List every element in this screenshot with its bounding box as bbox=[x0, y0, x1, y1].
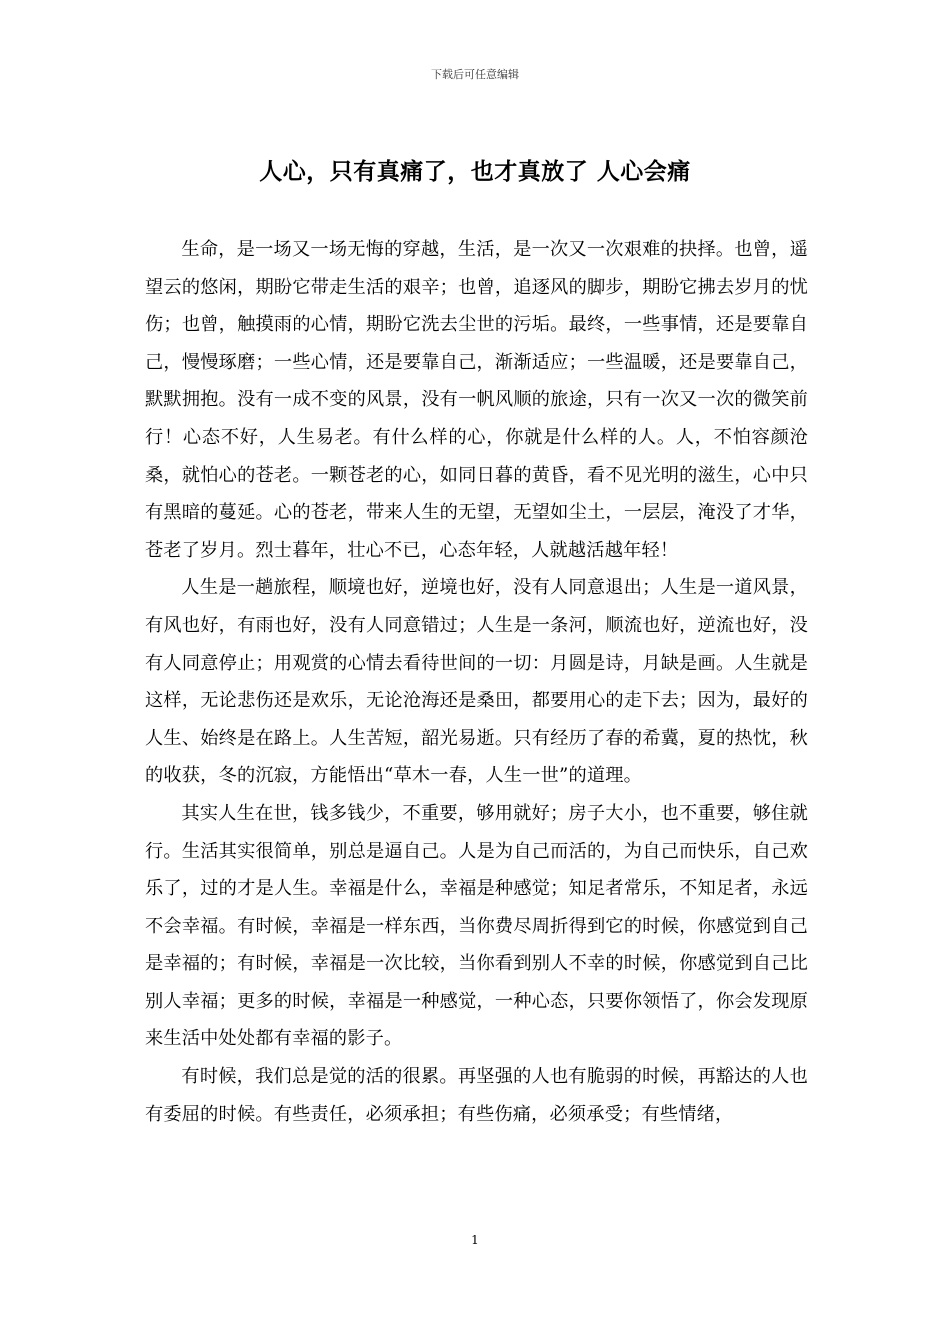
page-header-note: 下载后可任意编辑 bbox=[431, 68, 519, 81]
paragraph: 有时候，我们总是觉的活的很累。再坚强的人也有脆弱的时候，再豁达的人也有委屈的时候。有些责任，必须承担；有些伤痛，必须承受；有些情绪， bbox=[145, 1066, 808, 1125]
paragraph: 生命，是一场又一场无悔的穿越，生活，是一次又一次艰难的抉择。也曾，遥望云的悠闲，期盼它带走生活的艰辛；也曾，追逐风的脚步，期盼它拂去岁月的忧伤；也曾，触摸雨的心情，期盼它洗去尘世的污垢。最终，一些事情，还是要靠自己，慢慢琢磨；一些心情，还是要靠自己，渐渐适应；一些温暖，还是要靠自己，默默拥抱。没有一成不变的风景，没有一帆风顺的旅途，只有一次又一次的微笑前行！心态不好，人生易老。有什么样的心，你就是什么样的人。人，不怕容颜沧桑，就怕心的苍老。一颗苍老的心，如同日暮的黄昏，看不见光明的滋生，心中只有黑暗的蔓延。心的苍老，带来人生的无望，无望如尘土，一层层，淹没了才华，苍老了岁月。烈士暮年，壮心不已，心态年轻，人就越活越年轻！ bbox=[145, 239, 808, 561]
page-number: 1 bbox=[471, 1233, 479, 1247]
document-body bbox=[145, 231, 808, 1133]
paragraph: 人生是一趟旅程，顺境也好，逆境也好，没有人同意退出；人生是一道风景，有风也好，有雨也好，没有人同意错过；人生是一条河，顺流也好，逆流也好，没有人同意停止；用观赏的心情去看待世间的一切：月圆是诗，月缺是画。人生就是这样，无论悲伤还是欢乐，无论沧海还是桑田，都要用心的走下去；因为，最好的人生、始终是在路上。人生苦短，韶光易逝。只有经历了春的希冀，夏的热忱，秋的收获，冬的沉寂，方能悟出“草木一春，人生一世”的道理。 bbox=[145, 577, 808, 787]
document-title: 人心，只有真痛了，也才真放了 人心会痛 bbox=[259, 158, 691, 185]
paragraph: 其实人生在世，钱多钱少，不重要，够用就好；房子大小，也不重要，够住就行。生活其实很简单，别总是逼自己。人是为自己而活的，为自己而快乐，自己欢乐了，过的才是人生。幸福是什么，幸福是种感觉；知足者常乐，不知足者，永远不会幸福。有时候，幸福是一样东西，当你费尽周折得到它的时候，你感觉到自己是幸福的；有时候，幸福是一次比较，当你看到别人不幸的时候，你感觉到自己比别人幸福；更多的时候，幸福是一种感觉，一种心态，只要你领悟了，你会发现原来生活中处处都有幸福的影子。 bbox=[145, 802, 808, 1050]
